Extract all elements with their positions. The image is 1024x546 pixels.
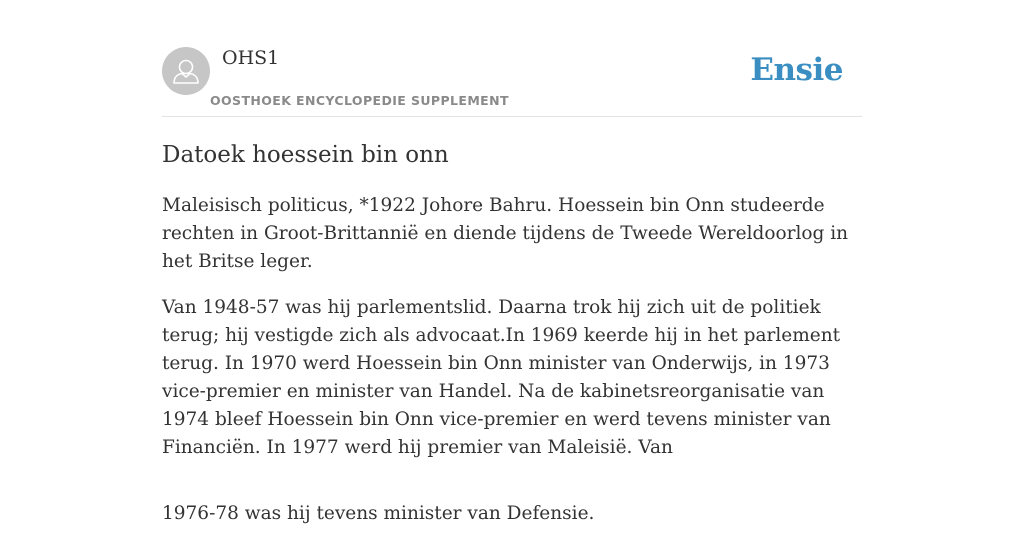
username[interactable]: OHS1 xyxy=(222,47,280,69)
article-paragraph: 1976-78 was hij tevens minister van Defensie. xyxy=(162,503,595,524)
article-paragraph: Van 1948-57 was hij parlementslid. Daarna trok hij zich uit de politiek terug; hij vestigde zich als advocaat.In 1969 keerde hij in het parlement terug. In 1970 werd Hoessein bin Onn minister van Onderwijs, in 1973 vice-premier en minister van Handel. Na de kabinetsreorganisatie van 1974 bleef Hoessein bin Onn vice-premier en werd tevens minister van Financiën. In 1977 werd hij premier van Maleisië. Van xyxy=(162,297,841,458)
source-label[interactable]: OOSTHOEK ENCYCLOPEDIE SUPPLEMENT xyxy=(210,93,509,108)
ensie-logo[interactable]: Ensie xyxy=(750,52,843,88)
article-title: Datoek hoessein bin onn xyxy=(162,142,449,168)
article-body xyxy=(162,192,870,546)
avatar[interactable] xyxy=(162,47,210,95)
header xyxy=(162,46,862,117)
user-icon xyxy=(162,47,210,95)
article-paragraph: Maleisisch politicus, *1922 Johore Bahru. Hoessein bin Onn studeerde rechten in Groot-Brittannië en diende tijdens de Tweede Wereldoorlog in het Britse leger. xyxy=(162,195,849,272)
